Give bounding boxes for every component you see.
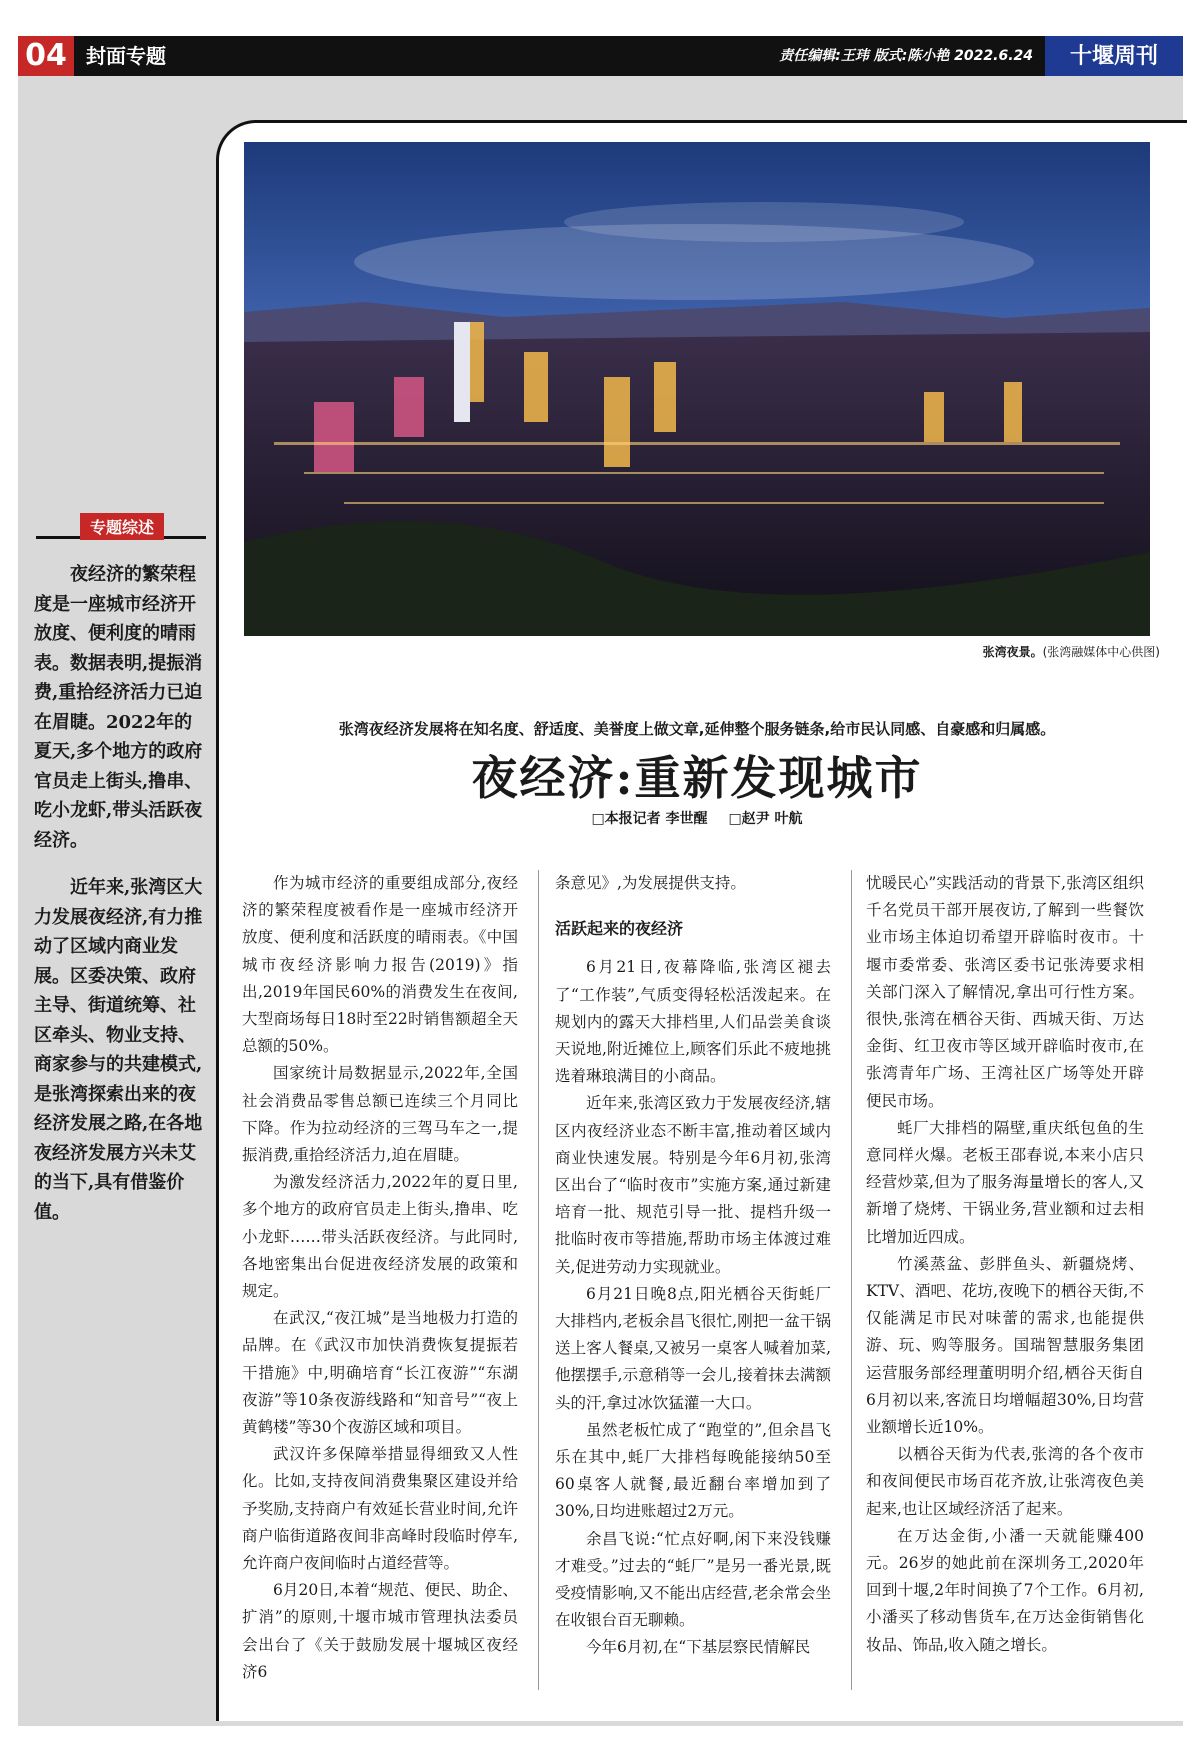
- body-paragraph: 6月20日,本着“规范、便民、助企、扩消”的原则,十堰市城市管理执法委员会出台了《关于鼓励发展十堰城区夜经济6: [242, 1581, 518, 1681]
- body-paragraph: 条意见》,为发展提供支持。: [555, 874, 746, 892]
- editor-credits: 责任编辑:王玮 版式:陈小艳 2022.6.24: [779, 48, 1033, 64]
- byline-reporter: □赵尹 叶航: [728, 811, 803, 827]
- body-paragraph: 6月21日晚8点,阳光栖谷天街蚝厂大排档内,老板余昌飞很忙,刚把一盆干锅送上客人餐桌,又被另一桌客人喊着加菜,他摆摆手,示意稍等一会儿,接着抹去满额头的汗,拿过冰饮猛灌一大口。: [555, 1284, 831, 1412]
- column-divider: [538, 870, 539, 1690]
- body-paragraph: 余昌飞说:“忙点好啊,闲下来没钱赚才难受。”过去的“蚝厂”是另一番光景,既受疫情影响,又不能出店经营,老余常会坐在收银台百无聊赖。: [555, 1529, 831, 1630]
- body-paragraph: 虽然老板忙成了“跑堂的”,但余昌飞乐在其中,蚝厂大排档每晚能接纳50至60桌客人就餐,最近翻台率增加到了30%,日均进账超过2万元。: [555, 1420, 831, 1521]
- article-column-1: [242, 870, 518, 1686]
- caption-text: 张湾夜景。: [982, 645, 1043, 659]
- page-number: 04: [18, 36, 74, 76]
- body-paragraph: 今年6月初,在“下基层察民情解民: [586, 1638, 811, 1657]
- article-byline: [244, 808, 1150, 828]
- summary-paragraph: 夜经济的繁荣程度是一座城市经济开放度、便利度的晴雨表。数据表明,提振消费,重拾经济活力已迫在眉睫。2022年的夏天,多个地方的政府官员走上街头,撸串、吃小龙虾,带头活跃夜经济。: [34, 564, 203, 851]
- byline-reporter: □本报记者 李世醒: [591, 811, 708, 827]
- body-paragraph: 蚝厂大排档的隔壁,重庆纸包鱼的生意同样火爆。老板王邵春说,本来小店只经营炒菜,但为了服务海量增长的客人,又新增了烧烤、干锅业务,营业额和过去相比增加近四成。: [866, 1118, 1144, 1246]
- subheading: 活跃起来的夜经济: [555, 919, 684, 939]
- caption-credit: (张湾融媒体中心供图): [1042, 645, 1160, 659]
- article-column-3: [866, 870, 1144, 1659]
- summary-column: [34, 560, 206, 1245]
- column-divider: [851, 870, 852, 1690]
- masthead-logo: 十堰周刊: [1045, 36, 1183, 76]
- body-paragraph: 近年来,张湾区致力于发展夜经济,辖区内夜经济业态不断丰富,推动着区域内商业快速发展。特别是今年6月初,张湾区出台了“临时夜市”实施方案,通过新建培育一批、规范引导一批、提档升级一批临时夜市等措施,帮助市场主体渡过难关,促进劳动力实现就业。: [555, 1094, 831, 1276]
- page-header: [18, 36, 1183, 76]
- summary-tag: 专题综述: [80, 513, 164, 540]
- body-paragraph: 作为城市经济的重要组成部分,夜经济的繁荣程度被看作是一座城市经济开放度、便利度和活跃度的晴雨表。《中国城市夜经济影响力报告(2019)》指出,2019年国民60%的消费发生在夜间,大型商场每日18时至22时销售额超全天总额的50%。: [242, 874, 518, 1056]
- article-deck: 张湾夜经济发展将在知名度、舒适度、美誉度上做文章,延伸整个服务链条,给市民认同感、自豪感和归属感。: [338, 720, 1056, 738]
- body-paragraph: 以栖谷天街为代表,张湾的各个夜市和夜间便民市场百花齐放,让张湾夜色美起来,也让区域经济活了起来。: [866, 1445, 1144, 1518]
- section-title: 封面专题: [86, 44, 166, 68]
- summary-paragraph: 近年来,张湾区大力发展夜经济,有力推动了区域内商业发展。区委决策、政府主导、街道统筹、社区牵头、物业支持、商家参与的共建模式,是张湾探索出来的夜经济发展之路,在各地夜经济发展方兴未艾的当下,具有借鉴价值。: [34, 877, 203, 1223]
- photo-caption: [983, 643, 1160, 660]
- body-paragraph: 竹溪蒸盆、彭胖鱼头、新疆烧烤、KTV、酒吧、花坊,夜晚下的栖谷天街,不仅能满足市民对味蕾的需求,也能提供游、玩、购等服务。国瑞智慧服务集团运营服务部经理董明明介绍,栖谷天街自6月初以来,客流日均增幅超30%,日均营业额增长近10%。: [866, 1254, 1144, 1437]
- body-paragraph: 6月21日,夜幕降临,张湾区褪去了“工作装”,气质变得轻松活泼起来。在规划内的露天大排档里,人们品尝美食谈天说地,附近摊位上,顾客们乐此不疲地挑选着琳琅满目的小商品。: [555, 958, 831, 1086]
- city-night-photo-icon: [244, 142, 1150, 636]
- body-paragraph: 忧暖民心”实践活动的背景下,张湾区组织千名党员干部开展夜访,了解到一些餐饮业市场主体迫切希望开辟临时夜市。十堰市委常委、张湾区委书记张涛要求相关部门深入了解情况,拿出可行性方案。很快,张湾在栖谷天街、西城天街、万达金街、红卫夜市等区域开辟临时夜市,在张湾青年广场、王湾社区广场等处开辟便民市场。: [866, 874, 1144, 1110]
- body-paragraph: 国家统计局数据显示,2022年,全国社会消费品零售总额已连续三个月同比下降。作为拉动经济的三驾马车之一,提振消费,重拾经济活力,迫在眉睫。: [242, 1064, 518, 1165]
- body-paragraph: 在万达金街,小潘一天就能赚400元。26岁的她此前在深圳务工,2020年回到十堰,2年时间换了7个工作。6月初,小潘买了移动售货车,在万达金街销售化妆品、饰品,收入随之增长。: [866, 1526, 1144, 1654]
- article-headline: 夜经济:重新发现城市: [471, 751, 923, 805]
- body-paragraph: 在武汉,“夜江城”是当地极力打造的品牌。在《武汉市加快消费恢复提振若干措施》中,明确培育“长江夜游”“东湖夜游”等10条夜游线路和“知音号”“夜上黄鹤楼”等30个夜游区域和项目。: [242, 1309, 518, 1437]
- article-column-2: [555, 870, 831, 1662]
- city-night-photo: [244, 142, 1150, 636]
- body-paragraph: 为激发经济活力,2022年的夏日里,多个地方的政府官员走上街头,撸串、吃小龙虾……带头活跃夜经济。与此同时,各地密集出台促进夜经济发展的政策和规定。: [242, 1173, 518, 1301]
- body-paragraph: 武汉许多保障举措显得细致又人性化。比如,支持夜间消费集聚区建设并给予奖励,支持商户有效延长营业时间,允许商户临街道路夜间非高峰时段临时停车,允许商户夜间临时占道经营等。: [242, 1445, 518, 1573]
